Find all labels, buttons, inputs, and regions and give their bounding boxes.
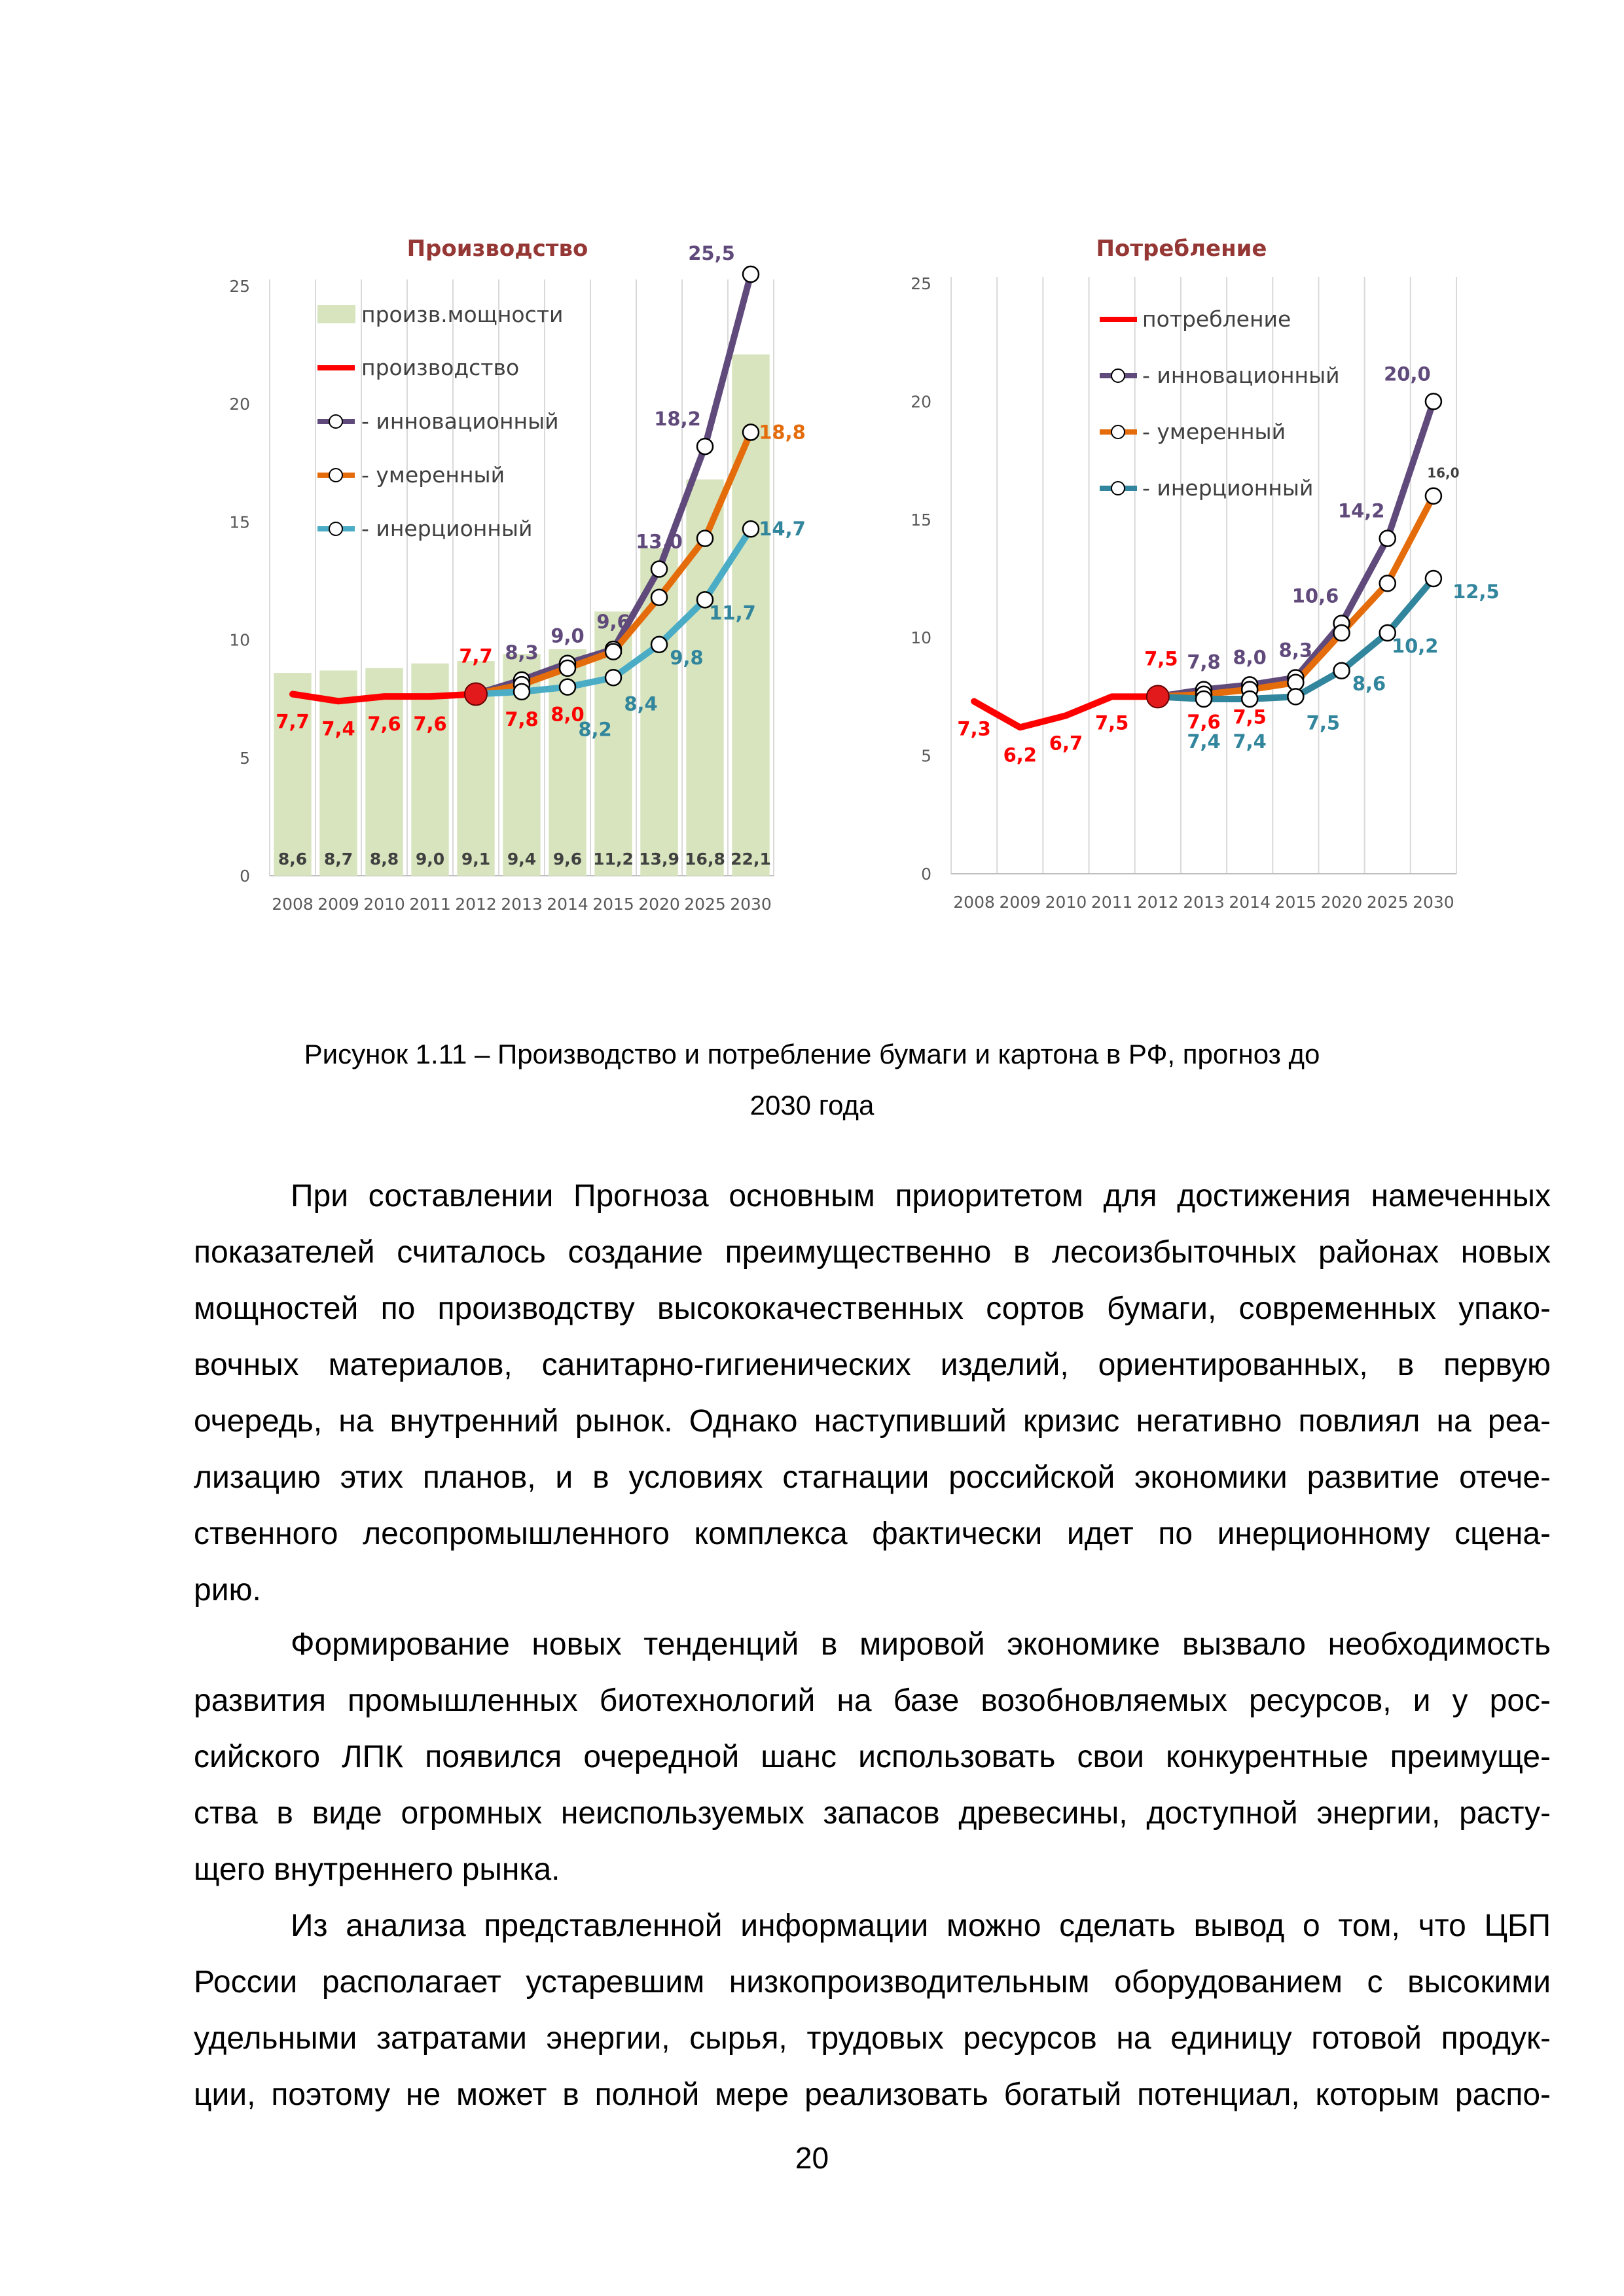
production-chart-svg xyxy=(209,236,806,929)
data-label: 10,6 xyxy=(1291,584,1339,607)
text-line: Формирование новых тенденций в мировой экономике вызвало необходимость xyxy=(291,1627,1551,1662)
bar-value-label: 8,6 xyxy=(278,850,308,869)
consumption-chart-title: Потребление xyxy=(1096,236,1267,262)
data-label: 9,8 xyxy=(670,646,704,669)
data-point-marker xyxy=(651,637,667,653)
x-tick-label: 2013 xyxy=(1183,893,1225,912)
data-point-marker xyxy=(1288,689,1303,704)
bar xyxy=(274,673,311,876)
text-line: При составлении Прогноза основным приоритетом для достижения намеченных xyxy=(291,1179,1551,1213)
data-label: 7,5 xyxy=(1144,647,1178,670)
x-tick-label: 2010 xyxy=(1045,893,1087,912)
data-label: 8,3 xyxy=(505,641,539,664)
text-line: лизацию этих планов, и в условиях стагнации российской экономики развитие отече- xyxy=(194,1460,1551,1495)
y-tick-label: 0 xyxy=(240,867,250,886)
text-line: ственного лесопромышленного комплекса фактически идет по инерционному сцена- xyxy=(194,1516,1551,1551)
data-label: 7,8 xyxy=(1187,651,1221,673)
text-line: удельными затратами энергии, сырья, трудовых ресурсов на единицу готовой продук- xyxy=(194,2021,1551,2056)
y-tick-label: 15 xyxy=(229,512,250,532)
legend-label: - умеренный xyxy=(1142,419,1286,444)
x-tick-label: 2015 xyxy=(1274,893,1317,912)
data-label: 18,2 xyxy=(654,408,701,431)
data-point-marker xyxy=(651,590,667,605)
bar-value-label: 8,7 xyxy=(323,850,353,869)
data-point-marker xyxy=(743,266,759,282)
data-label: 7,3 xyxy=(957,717,991,740)
x-tick-label: 2025 xyxy=(1366,893,1409,912)
bar-value-label: 9,1 xyxy=(461,850,491,869)
x-tick-label: 2015 xyxy=(592,895,634,914)
legend-label: производство xyxy=(361,355,520,380)
data-label: 8,2 xyxy=(578,718,612,741)
y-tick-label: 0 xyxy=(921,865,931,884)
y-tick-label: 10 xyxy=(911,628,931,648)
data-point-marker xyxy=(560,660,575,676)
x-tick-label: 2009 xyxy=(999,893,1041,912)
data-point-marker xyxy=(743,424,759,440)
data-label: 8,3 xyxy=(1278,639,1313,662)
data-label: 7,4 xyxy=(1233,730,1267,753)
bar-value-label: 22,1 xyxy=(731,850,771,869)
data-point-marker xyxy=(1196,691,1212,707)
data-point-marker xyxy=(651,561,667,577)
x-tick-label: 2014 xyxy=(547,895,588,914)
text-line: ства в виде огромных неиспользуемых запасов древесины, доступной энергии, расту- xyxy=(194,1796,1551,1831)
text-line: показателей считалось создание преимущественно в лесоизбыточных районах новых xyxy=(194,1235,1551,1270)
y-tick-label: 15 xyxy=(911,510,931,529)
series-line xyxy=(974,696,1158,727)
paragraph-3 xyxy=(194,1898,1551,2123)
legend-label: - инерционный xyxy=(361,516,533,541)
y-tick-label: 5 xyxy=(921,746,931,766)
legend-marker xyxy=(329,415,342,428)
data-point-marker xyxy=(605,644,621,660)
legend-label: - инерционный xyxy=(1142,475,1314,501)
legend-marker xyxy=(1111,425,1125,439)
base-year-marker xyxy=(1147,685,1169,708)
x-tick-label: 2012 xyxy=(1137,893,1179,912)
x-tick-label: 2009 xyxy=(317,895,359,914)
consumption-chart xyxy=(893,236,1500,929)
x-tick-label: 2013 xyxy=(501,895,543,914)
legend-label: произв.мощности xyxy=(361,302,564,327)
text-line: очередь, на внутренний рынок. Однако наступивший кризис негативно повлиял на реа- xyxy=(194,1404,1551,1439)
data-label: 7,6 xyxy=(413,713,447,736)
data-point-marker xyxy=(514,684,530,700)
legend-swatch xyxy=(317,305,355,323)
data-point-marker xyxy=(743,521,759,537)
text-line: рию. xyxy=(194,1573,261,1607)
x-tick-label: 2011 xyxy=(1091,893,1133,912)
data-label: 10,2 xyxy=(1391,634,1439,657)
data-label: 20,0 xyxy=(1384,363,1431,386)
x-tick-label: 2008 xyxy=(272,895,314,914)
base-year-marker xyxy=(465,683,487,705)
y-tick-label: 25 xyxy=(229,277,250,296)
legend-marker xyxy=(329,469,342,482)
data-label: 13,0 xyxy=(636,530,683,553)
data-label: 7,7 xyxy=(459,645,493,668)
data-point-marker xyxy=(1426,571,1441,586)
data-label: 6,7 xyxy=(1049,732,1083,755)
page-number: 20 xyxy=(795,2141,829,2175)
x-tick-label: 2010 xyxy=(363,895,405,914)
production-chart xyxy=(209,236,806,929)
y-tick-label: 20 xyxy=(911,392,931,412)
data-point-marker xyxy=(1380,531,1396,547)
text-line: вочных материалов, санитарно-гигиенических изделий, ориентированных, в первую xyxy=(194,1348,1551,1382)
data-label: 7,4 xyxy=(1187,730,1221,753)
data-point-marker xyxy=(1334,663,1350,679)
text-line: ции, поэтому не может в полной мере реализовать богатый потенциал, которым распо- xyxy=(194,2077,1551,2112)
data-point-marker xyxy=(1380,575,1396,591)
data-point-marker xyxy=(697,439,713,454)
data-point-marker xyxy=(1334,625,1350,641)
y-tick-label: 5 xyxy=(240,748,250,768)
figure-caption-line-2: 2030 года xyxy=(749,1090,875,1121)
legend-label: - инновационный xyxy=(361,408,559,434)
data-label: 6,2 xyxy=(1003,744,1037,766)
data-point-marker xyxy=(560,679,575,695)
x-tick-label: 2011 xyxy=(409,895,451,914)
data-label: 11,7 xyxy=(709,601,756,624)
legend-label: - умеренный xyxy=(361,462,505,488)
text-line: развития промышленных биотехнологий на базе возобновляемых ресурсов, и у рос- xyxy=(194,1683,1551,1718)
legend-marker xyxy=(329,522,342,535)
text-line: сийского ЛПК появился очередной шанс использовать свои конкурентные преимуще- xyxy=(194,1740,1551,1774)
bar-value-label: 9,4 xyxy=(507,850,537,869)
y-tick-label: 25 xyxy=(911,274,931,293)
data-point-marker xyxy=(697,531,713,547)
legend-label: потребление xyxy=(1142,306,1291,332)
x-tick-label: 2030 xyxy=(730,895,772,914)
y-tick-label: 10 xyxy=(229,630,250,650)
legend-marker xyxy=(1111,369,1125,382)
bar-value-label: 9,6 xyxy=(552,850,583,869)
data-label: 16,0 xyxy=(1427,465,1460,481)
data-label: 8,0 xyxy=(550,703,585,726)
legend-marker xyxy=(1111,482,1125,495)
bar-value-label: 9,0 xyxy=(415,850,445,869)
consumption-chart-svg xyxy=(893,236,1500,929)
paragraph-2 xyxy=(194,1617,1551,1898)
bar-value-label: 16,8 xyxy=(685,850,725,869)
data-label: 9,0 xyxy=(550,624,585,647)
data-label: 7,5 xyxy=(1094,711,1129,734)
data-label: 8,0 xyxy=(1233,646,1267,669)
x-tick-label: 2030 xyxy=(1413,893,1454,912)
x-tick-label: 2020 xyxy=(638,895,680,914)
data-label: 7,5 xyxy=(1233,706,1267,728)
data-label: 25,5 xyxy=(688,242,735,264)
data-label: 7,6 xyxy=(367,713,401,736)
data-point-marker xyxy=(1242,691,1257,707)
data-point-marker xyxy=(1426,393,1441,409)
bar-value-label: 11,2 xyxy=(593,850,634,869)
text-line: Из анализа представленной информации можно сделать вывод о том, что ЦБП xyxy=(291,1909,1551,1943)
legend-label: - инновационный xyxy=(1142,363,1340,388)
data-label: 8,6 xyxy=(1352,672,1386,695)
x-tick-label: 2012 xyxy=(455,895,497,914)
bar-value-label: 13,9 xyxy=(639,850,679,869)
data-label: 14,7 xyxy=(759,518,806,541)
production-chart-title: Производство xyxy=(406,236,588,262)
data-point-marker xyxy=(1426,488,1441,504)
data-label: 18,8 xyxy=(759,421,806,444)
paragraph-1 xyxy=(194,1168,1551,1619)
text-line: России располагает устаревшим низкопроизводительным оборудованием с высокими xyxy=(194,1965,1551,2000)
data-label: 7,5 xyxy=(1306,711,1341,734)
figure-caption-line-1: Рисунок 1.11 – Производство и потребление бумаги и картона в РФ, прогноз до xyxy=(304,1039,1320,1069)
x-tick-label: 2020 xyxy=(1320,893,1363,912)
data-label: 7,6 xyxy=(1187,710,1221,733)
data-label: 14,2 xyxy=(1337,499,1385,522)
x-tick-label: 2008 xyxy=(953,893,995,912)
text-line: щего внутреннего рынка. xyxy=(194,1852,560,1887)
x-tick-label: 2014 xyxy=(1229,893,1271,912)
x-tick-label: 2025 xyxy=(684,895,726,914)
text-line: мощностей по производству высококачественных сортов бумаги, современных упако- xyxy=(194,1291,1551,1326)
data-label: 9,6 xyxy=(596,611,630,634)
data-label: 7,8 xyxy=(505,708,539,730)
data-label: 12,5 xyxy=(1453,581,1500,603)
y-tick-label: 20 xyxy=(229,395,250,414)
bar-value-label: 8,8 xyxy=(369,850,399,869)
data-label: 8,4 xyxy=(624,692,658,715)
data-label: 7,4 xyxy=(321,717,355,740)
data-point-marker xyxy=(605,670,621,685)
data-label: 7,7 xyxy=(276,710,310,733)
